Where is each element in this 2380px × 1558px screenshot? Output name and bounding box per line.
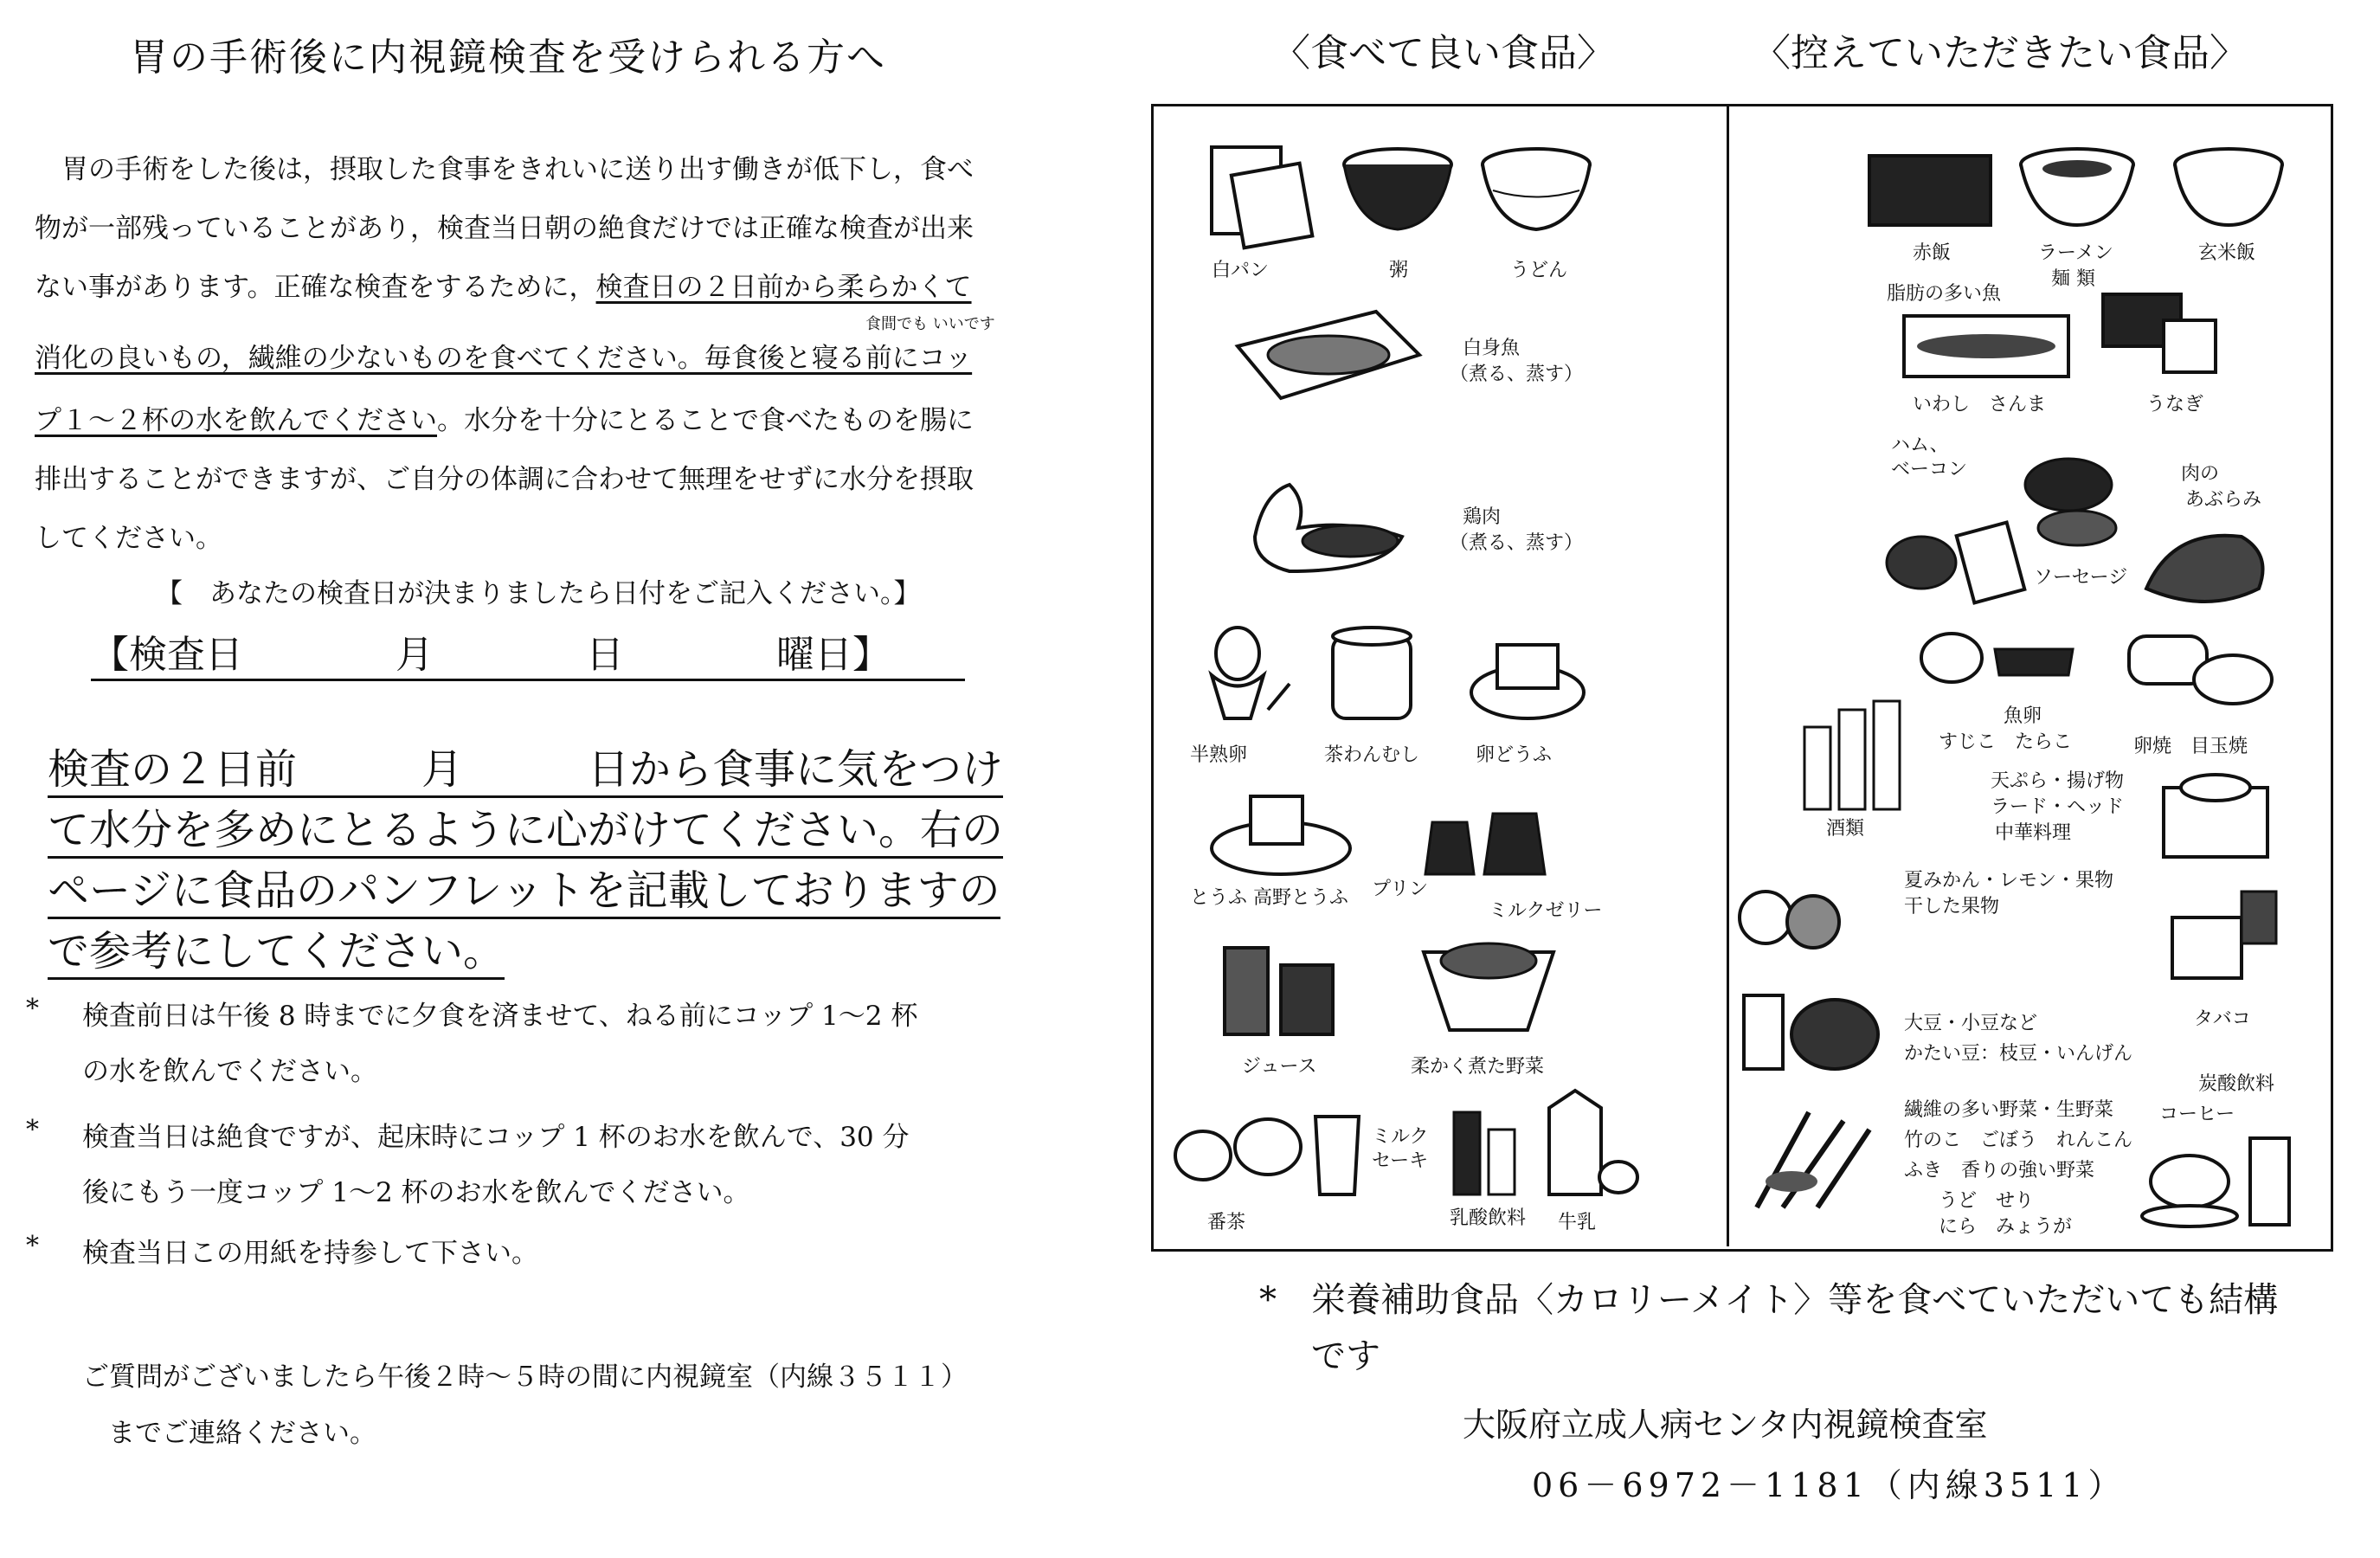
paragraph-line: 胃の手術をした後は，摂取した食事をきれいに送り出す働きが低下し，食べ [35, 154, 974, 185]
note-line: 検査当日は絶食ですが、起床時にコップ 1 杯のお水を飲んで、30 分 [82, 1122, 910, 1153]
food-label: 脂肪の多い魚 [1887, 283, 2002, 305]
fish-plate-icon [1229, 294, 1428, 407]
note-line: 検査当日この用紙を持参して下さい。 [82, 1238, 538, 1269]
chawanmushi-icon [1320, 619, 1432, 731]
coffee-cup-icon [2138, 1130, 2311, 1233]
paragraph-text: 。水分を十分にとることで食べたものを腸に [437, 405, 974, 436]
food-label: 天ぷら・揚げ物 [1991, 770, 2125, 792]
good-foods-heading: 〈食べて良い食品〉 [1272, 31, 1615, 75]
milk-carton-icon [1536, 1082, 1640, 1203]
food-label: 牛乳 [1558, 1212, 1597, 1233]
exam-date-field: 【検査日 月 日 曜日】 [91, 623, 965, 681]
food-label: うど せり [1939, 1190, 2035, 1212]
footer-bullet: * [1259, 1280, 1277, 1320]
big-instruction-line: ページに食品のパンフレットを記載しておりますの [48, 857, 1000, 919]
soft-boiled-egg-icon [1199, 623, 1294, 736]
food-label: 卵どうふ [1476, 744, 1553, 766]
food-label: 半熟卵 [1190, 744, 1248, 766]
chicken-icon [1238, 459, 1419, 580]
food-label: いわし さんま [1913, 394, 2047, 415]
food-label: プリン [1372, 879, 1429, 900]
alcohol-bottles-icon [1787, 692, 1917, 814]
food-label: 中華料理 [1995, 822, 2072, 844]
tobacco-icon [2164, 883, 2285, 995]
food-label: にら みょうが [1939, 1216, 2073, 1238]
food-label: 大豆・小豆など [1904, 1013, 2038, 1034]
food-label: 白身魚 [1463, 338, 1521, 359]
food-label: とうふ 高野とうふ [1190, 887, 1348, 909]
paragraph-line: 消化の良いもの，繊維の少ないものを食べてください。毎食後と寝る前にコッ [35, 343, 973, 374]
pudding-icon [1415, 779, 1553, 883]
unagi-icon [2094, 286, 2224, 381]
food-label: 酒類 [1826, 818, 1865, 840]
food-label: 玄米飯 [2198, 242, 2256, 264]
food-label: うなぎ [2146, 394, 2204, 415]
food-label: コーヒー [2159, 1104, 2235, 1125]
tea-icon [1168, 1095, 1307, 1190]
food-label: かたい豆：枝豆・いんげん [1904, 1043, 2133, 1065]
big-instruction-line: 検査の２日前 月 日から食事に気をつけ [48, 736, 1003, 798]
food-label: ソーセージ [2034, 567, 2128, 589]
food-sublabel: （煮る、蒸す） [1450, 364, 1584, 385]
paragraph-line [35, 398, 974, 437]
food-label: 番茶 [1207, 1212, 1246, 1233]
food-label: 繊維の多い野菜・生野菜 [1904, 1099, 2114, 1121]
organization-name: 大阪府立成人病センタ内視鏡検査室 [1463, 1406, 1988, 1444]
ramen-icon [2012, 138, 2142, 234]
fruit-icon [1735, 874, 1848, 961]
paragraph-line: 排出することができますが、ご自分の体調に合わせて無理をせずに水分を摂取 [35, 464, 974, 495]
food-label: うどん [1510, 260, 1568, 281]
fatty-meat-icon [2138, 519, 2276, 615]
food-label: 赤飯 [1913, 242, 1952, 264]
fried-egg-icon [2120, 628, 2276, 714]
food-label: 干した果物 [1904, 896, 2000, 917]
food-label: 乳酸飲料 [1450, 1207, 1527, 1229]
fish-roe-icon [1913, 623, 2086, 692]
tofu-icon [1203, 779, 1359, 883]
simmered-vegetables-icon [1415, 926, 1562, 1039]
note-bullet: * [26, 1115, 39, 1145]
paragraph-line: してください。 [35, 523, 222, 554]
date-prompt: 【 あなたの検査日が決まりましたら日付をご記入ください。】 [156, 578, 921, 609]
footer-line: 栄養補助食品〈カロリーメイト〉等を食べていただいても結構 [1311, 1280, 2279, 1320]
contact-line: ご質問がございましたら午後２時～５時の間に内視鏡室（内線３５１１） [82, 1362, 968, 1393]
note-bullet: * [26, 1231, 39, 1261]
sekihan-icon [1861, 138, 1999, 234]
food-label: ふき 香りの強い野菜 [1904, 1160, 2095, 1181]
note-line: 後にもう一度コップ 1～2 杯のお水を飲んでください。 [82, 1177, 750, 1208]
avoid-foods-heading: 〈控えていただきたい食品〉 [1753, 31, 2248, 75]
paragraph-line [35, 265, 972, 304]
food-label: 鶏肉 [1463, 506, 1502, 528]
food-label: ハム、 [1891, 435, 1949, 456]
food-label: 卵焼 目玉焼 [2133, 736, 2248, 757]
note-line: 検査前日は午後 8 時までに夕食を済ませて、ねる前にコップ 1～2 杯 [82, 1001, 918, 1032]
food-label: ベーコン [1891, 459, 1968, 480]
yogurt-drink-icon [1445, 1095, 1523, 1199]
food-label: 炭酸飲料 [2198, 1073, 2275, 1095]
footer-line: です [1311, 1336, 1380, 1376]
food-label: ミルク セーキ [1372, 1126, 1429, 1172]
food-label: ラード・ヘッド [1991, 796, 2125, 818]
underlined-text: プ１～２杯の水を飲んでください [35, 405, 437, 436]
page-title: 胃の手術後に内視鏡検査を受けられる方へ [130, 35, 886, 80]
fibrous-vegetables-icon [1740, 1095, 1887, 1216]
food-sublabel: （煮る、蒸す） [1450, 532, 1584, 554]
food-label: 白パン [1212, 260, 1270, 281]
big-instruction-line: て水分を多めにとるように心がけてください。右の [48, 796, 1003, 859]
note-line: の水を飲んでください。 [82, 1056, 377, 1087]
juice-icon [1216, 939, 1346, 1043]
food-label: 麺 類 [2051, 268, 2095, 290]
egg-tofu-icon [1463, 628, 1592, 731]
brown-rice-icon [2168, 138, 2289, 234]
table-divider [1727, 104, 1729, 1246]
food-label: 肉の [2181, 463, 2220, 485]
lard-box-icon [2155, 762, 2285, 866]
paragraph-line: 物が一部残っていることがあり，検査当日朝の絶食だけでは正確な検査が出来 [35, 213, 974, 244]
phone-number: 06－6972－1181（内線3511） [1532, 1466, 2126, 1504]
footer-note [1259, 1272, 2278, 1322]
note-bullet: * [26, 994, 39, 1024]
food-label: タバコ [2194, 1008, 2251, 1030]
food-label: 夏みかん・レモン・果物 [1904, 870, 2114, 892]
food-label: ジュース [1242, 1056, 1317, 1078]
beans-icon [1735, 952, 1882, 1073]
food-label: 竹のこ ごぼう れんこん [1904, 1130, 2133, 1151]
food-label: 茶わんむし [1324, 744, 1420, 766]
food-label: 柔かく煮た野菜 [1411, 1056, 1545, 1078]
paragraph-text: ない事があります。正確な検査をするために， [35, 272, 596, 303]
fatty-fish-icon [1895, 307, 2086, 385]
food-label: 魚卵 [2004, 705, 2042, 727]
big-instruction-line: で参考にしてください。 [48, 917, 505, 980]
food-label: あぶらみ [2185, 489, 2262, 511]
food-label: ラーメン [2038, 242, 2113, 264]
food-label: 粥 [1389, 260, 1409, 281]
underlined-text: 検査日の２日前から柔らかくて [595, 272, 972, 303]
milkshake-icon [1307, 1108, 1367, 1203]
food-label: すじこ たらこ [1939, 731, 2073, 753]
bread-icon [1203, 138, 1324, 251]
contact-line: までご連絡ください。 [108, 1418, 376, 1449]
handwritten-note: 食間でも いいです [865, 315, 995, 333]
porridge-bowl-icon [1337, 138, 1458, 242]
food-label: ミルクゼリー [1489, 900, 1603, 922]
udon-bowl-icon [1476, 138, 1597, 242]
